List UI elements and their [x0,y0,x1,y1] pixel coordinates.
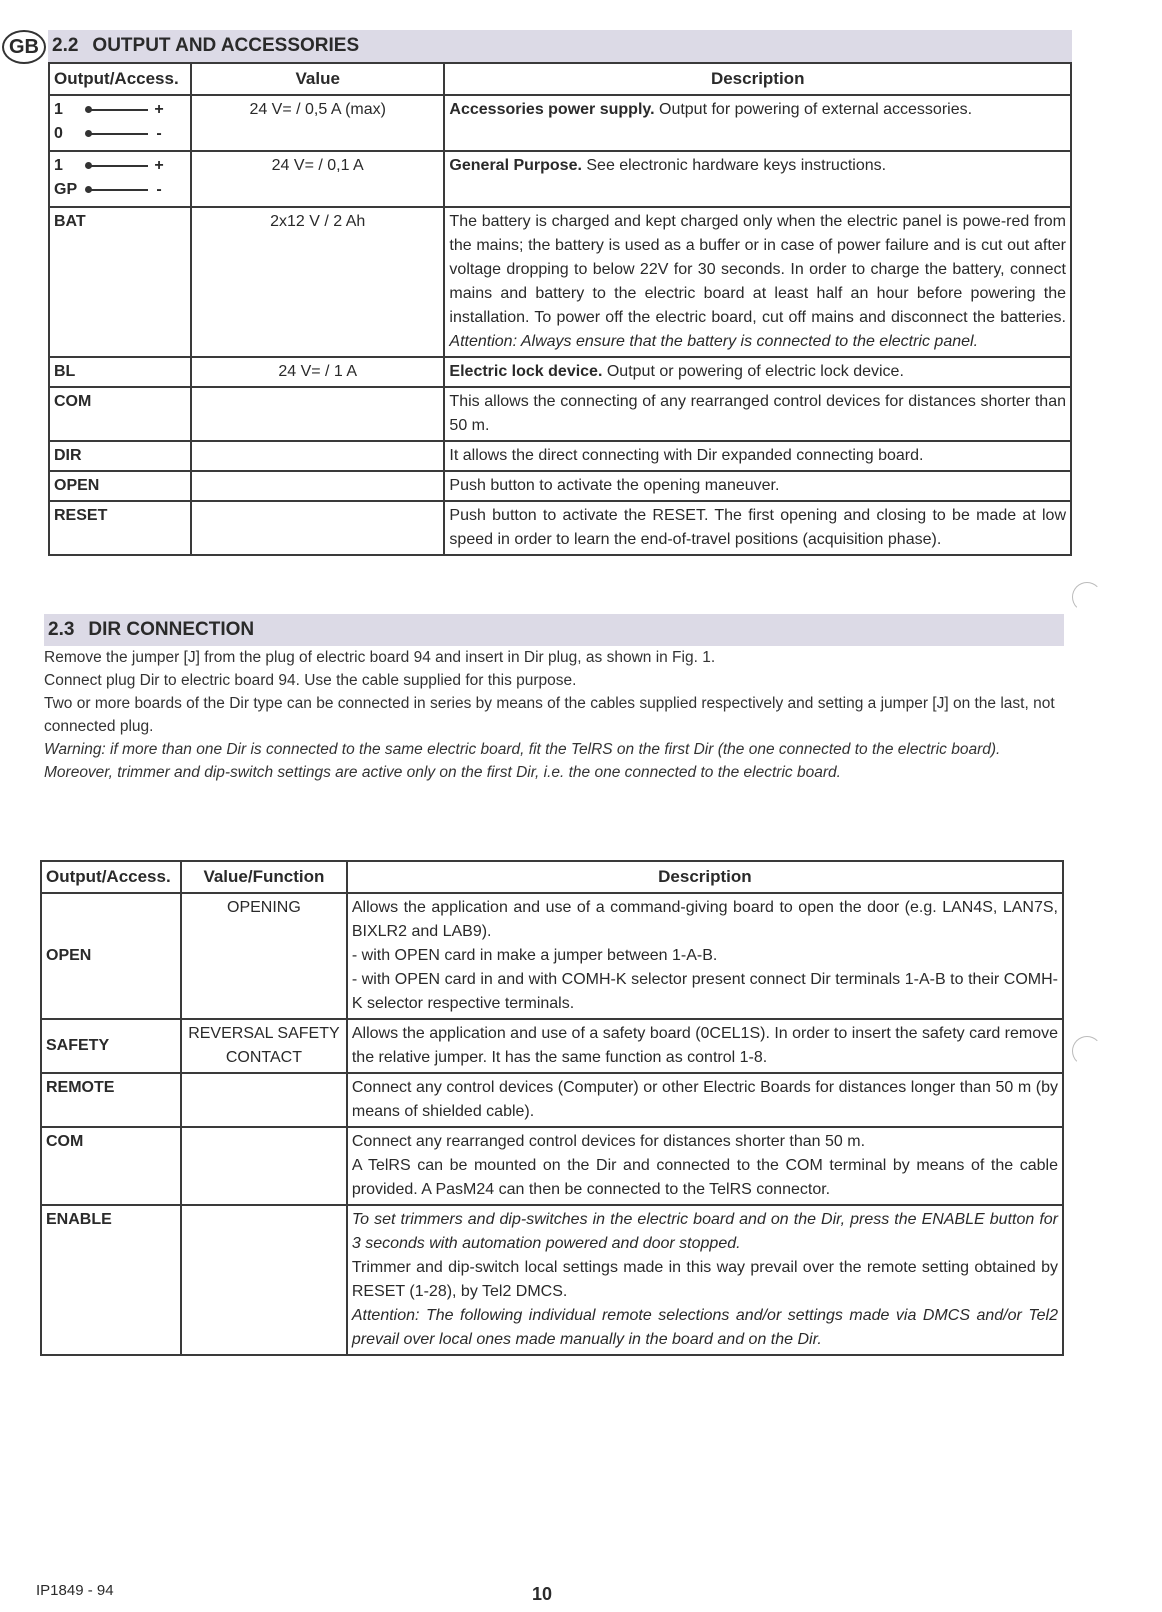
terminal-label: ENABLE [41,1205,181,1355]
section-title: OUTPUT AND ACCESSORIES [92,35,360,56]
table-row [49,207,1071,357]
description-line: Connect any rearranged control devices for distances shorter than 50 m. [351,1132,866,1150]
terminal-label: BAT [49,207,191,357]
description-cell: Push button to activate the RESET. The first opening and closing to be made at low speed in order to learn the end-of-travel positions (acquisition phase). [444,501,1071,555]
value-cell: 24 V= / 0,5 A (max) [191,95,444,151]
dir-connection-text [44,646,1064,784]
wire-line [88,189,148,191]
description-cell [444,207,1071,357]
paragraph: Connect plug Dir to electric board 94. Use the cable supplied for this purpose. [44,672,577,689]
value-cell: REVERSAL SAFETY CONTACT [181,1019,347,1073]
column-header: Output/Access. [41,861,181,893]
section-heading-output-accessories [48,30,1072,62]
terminal-label: COM [41,1127,181,1205]
description-cell: It allows the direct connecting with Dir expanded connecting board. [444,441,1071,471]
description-cell [444,357,1071,387]
description-cell [347,893,1063,1019]
section-number: 2.2 [52,35,79,56]
terminal-label: COM [49,387,191,441]
column-header: Description [444,63,1071,95]
terminal-label: SAFETY [41,1019,181,1073]
pin-label: 1 [54,100,63,118]
description-line: - with OPEN card in make a jumper between 1-A-B. [351,946,718,964]
description-cell [444,95,1071,151]
pin-line [54,122,186,146]
wire-line [88,133,148,135]
value-cell [191,387,444,441]
table-row [49,357,1071,387]
description-line: Allows the application and use of a command-giving board to open the door (e.g. LAN4S, LAN7S, BIXLR2 and LAB9). [351,898,1058,940]
table-row [41,1205,1063,1355]
description-line: Trimmer and dip-switch local settings made in this way prevail over the remote setting obtained by RESET (1-28), by Tel2 DMCS. [351,1258,1058,1300]
table-row [49,501,1071,555]
value-cell [191,471,444,501]
description-text: The battery is charged and kept charged only when the electric panel is powe-red from the mains; the battery is used as a buffer or in case of power failure and is cut out after voltage dropping to below 22V for 30 seconds. In order to charge the battery, connect mains and battery to the electric board at least half an hour before powering the installation. To power off the electric board, cut off mains and disconnect the batteries. [449,212,1066,326]
value-cell [181,1127,347,1205]
pin-polarity: + [154,156,164,174]
description-line: Allows the application and use of a safety board (0CEL1S). In order to insert the safety card remove the relative jumper. It has the same function as control 1-8. [351,1024,1059,1066]
pin-cell [49,151,191,207]
page-number: 10 [532,1584,553,1604]
description-title: Accessories power supply. [449,100,655,118]
value-cell [191,441,444,471]
description-attention: Attention: Always ensure that the battery is connected to the electric panel. [449,332,979,350]
pin-polarity: - [156,124,162,142]
terminal-label: RESET [49,501,191,555]
description-title: Electric lock device. [449,362,603,380]
wire-line [88,165,148,167]
section-heading-dir-connection [44,614,1064,646]
punch-hole-mark [1072,582,1102,612]
description-line: - with OPEN card in and with COMH-K selector present connect Dir terminals 1-A-B to their COMH-K selector respective terminals. [351,970,1058,1012]
pin-polarity: + [154,100,164,118]
table-row [49,151,1071,207]
description-cell: This allows the connecting of any rearranged control devices for distances shorter than 50 m. [444,387,1071,441]
table-row [41,1073,1063,1127]
table-row [49,387,1071,441]
wire-line [88,109,148,111]
table-header-row [41,861,1063,893]
dir-connection-table [40,860,1064,1356]
table-row [49,441,1071,471]
description-cell [347,1073,1063,1127]
warning-paragraph: Warning: if more than one Dir is connected to the same electric board, fit the TelRS on the first Dir (the one connected to the electric board). Moreover, trimmer and dip-switch settings are active only on the first Dir, i.e. the one connected to the electric board. [44,741,1001,781]
terminal-label: DIR [49,441,191,471]
punch-hole-mark [1072,1036,1102,1066]
value-cell [191,501,444,555]
pin-line [54,178,186,202]
description-line: Connect any control devices (Computer) or other Electric Boards for distances longer than 50 m (by means of shielded cable). [351,1078,1058,1120]
value-cell: 24 V= / 0,1 A [191,151,444,207]
document-code: IP1849 - 94 [36,1582,114,1599]
table-row [49,95,1071,151]
table-header-row [49,63,1071,95]
pin-label: 1 [54,156,63,174]
column-header: Value/Function [181,861,347,893]
description-cell [347,1205,1063,1355]
column-header: Value [191,63,444,95]
description-title: General Purpose. [449,156,582,174]
paragraph: Two or more boards of the Dir type can be connected in series by means of the cables supplied respectively and setting a jumper [J] on the last, not connected plug. [44,695,1055,735]
value-cell [181,1073,347,1127]
description-line: To set trimmers and dip-switches in the electric board and on the Dir, press the ENABLE button for 3 seconds with automation powered and door stopped. [351,1210,1058,1252]
terminal-label: OPEN [49,471,191,501]
terminal-label: REMOTE [41,1073,181,1127]
description-cell [347,1019,1063,1073]
value-cell: 24 V= / 1 A [191,357,444,387]
section-title: DIR CONNECTION [88,619,255,640]
description-text: See electronic hardware keys instructions. [581,156,887,174]
table-row [41,893,1063,1019]
pin-line [54,98,186,122]
value-cell [181,1205,347,1355]
value-cell: OPENING [181,893,347,1019]
pin-polarity: - [156,180,162,198]
table-row [41,1127,1063,1205]
value-cell: 2x12 V / 2 Ah [191,207,444,357]
column-header: Output/Access. [49,63,191,95]
table-row [41,1019,1063,1073]
description-text: Output or powering of electric lock device. [602,362,904,380]
section-number: 2.3 [48,619,75,640]
column-header: Description [347,861,1063,893]
description-cell: Push button to activate the opening maneuver. [444,471,1071,501]
pin-line [54,154,186,178]
description-cell [444,151,1071,207]
pin-label: 0 [54,124,63,142]
output-accessories-table [48,62,1072,556]
pin-label: GP [54,180,78,198]
terminal-label: OPEN [41,893,181,1019]
description-text: Output for powering of external accessories. [654,100,973,118]
description-cell [347,1127,1063,1205]
table-row [49,471,1071,501]
pin-cell [49,95,191,151]
terminal-label: BL [49,357,191,387]
language-badge: GB [2,30,46,64]
description-line: A TelRS can be mounted on the Dir and connected to the COM terminal by means of the cable provided. A PasM24 can then be connected to the TelRS connector. [351,1156,1058,1198]
description-line: Attention: The following individual remote selections and/or settings made via DMCS and/or Tel2 prevail over local ones made manually in the board and on the Dir. [351,1306,1058,1348]
paragraph: Remove the jumper [J] from the plug of electric board 94 and insert in Dir plug, as shown in Fig. 1. [44,649,716,666]
